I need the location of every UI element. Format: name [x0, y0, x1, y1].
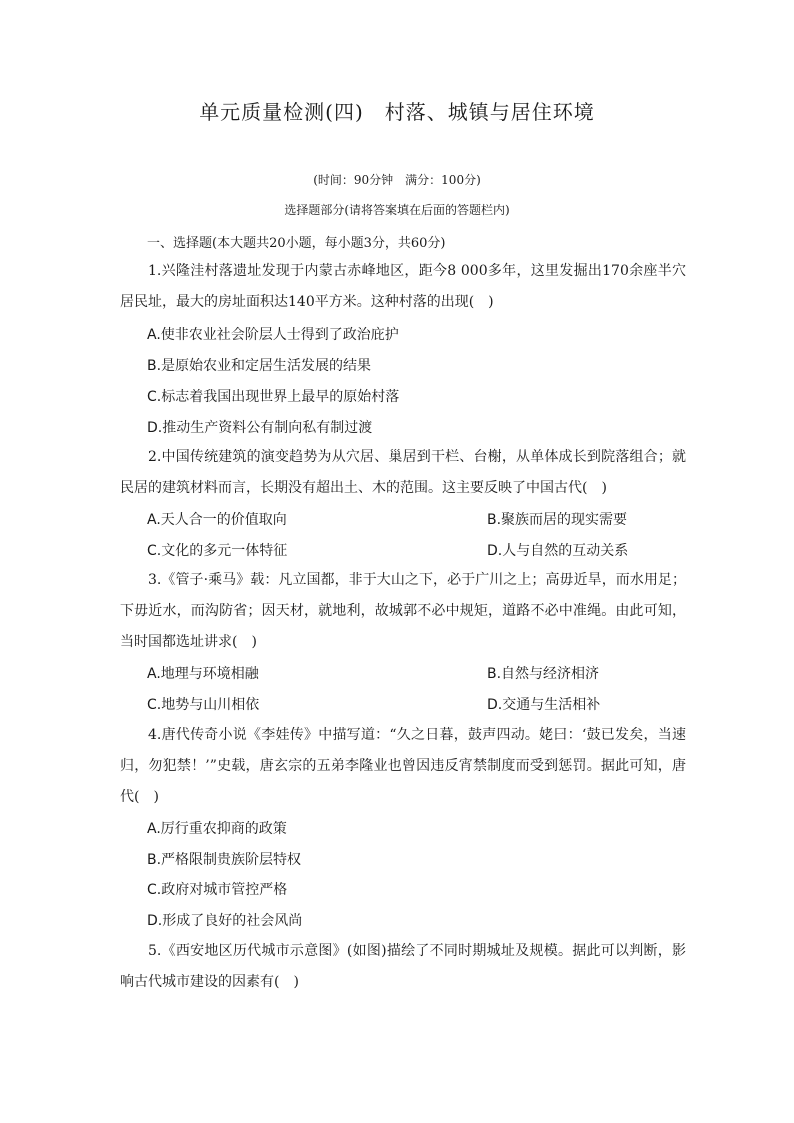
question-4-option-c: C.政府对城市管控严格 — [147, 882, 288, 898]
question-3-option-b: B.自然与经济相济 — [487, 666, 600, 682]
question-3-option-d: D.交通与生活相补 — [487, 697, 601, 713]
question-stem: 3.《管子·乘马》载：凡立国都，非于大山之下，必于广川之上；高毋近旱，而水用足；下毋近水，而沟防省；因天材，就地利，故城郭不必中规矩，道路不必中准绳。由此可知，当时国都选址讲求( ) — [120, 572, 686, 650]
question-1-option-b: B.是原始农业和定居生活发展的结果 — [147, 358, 372, 374]
question-1-option-d: D.推动生产资料公有制向私有制过渡 — [147, 420, 373, 436]
question-4-option-b: B.严格限制贵族阶层特权 — [147, 852, 302, 868]
question-2-option-c: C.文化的多元一体特征 — [147, 543, 288, 559]
question-4 — [120, 720, 686, 813]
question-2-option-b: B.聚族而居的现实需要 — [487, 512, 628, 528]
question-3-option-a: A.地理与环境相融 — [147, 666, 259, 682]
question-1-option-a: A.使非农业社会阶层人士得到了政治庇护 — [147, 327, 399, 343]
question-1 — [120, 256, 686, 318]
question-3-option-c: C.地势与山川相依 — [147, 697, 260, 713]
part-heading: 一、选择题(本大题共20小题，每小题3分，共60分) — [147, 236, 446, 251]
question-2-option-d: D.人与自然的互动关系 — [487, 543, 629, 559]
question-4-option-d: D.形成了良好的社会风尚 — [147, 913, 303, 929]
question-3 — [120, 565, 686, 658]
question-stem: 5.《西安地区历代城市示意图》(如图)描绘了不同时期城址及规模。据此可以判断，影响古代城市建设的因素有( ) — [120, 943, 686, 990]
section-heading: 选择题部分(请将答案填在后面的答题栏内) — [284, 203, 510, 217]
question-4-option-a: A.厉行重农抑商的政策 — [147, 821, 287, 837]
question-stem: 2.中国传统建筑的演变趋势为从穴居、巢居到干栏、台榭，从单体成长到院落组合；就民居的建筑材料而言，长期没有超出土、木的范围。这主要反映了中国古代( ) — [120, 449, 686, 496]
question-1-option-c: C.标志着我国出现世界上最早的原始村落 — [147, 389, 400, 405]
question-2 — [120, 442, 686, 504]
document-title: 单元质量检测(四) 村落、城镇与居住环境 — [199, 100, 595, 124]
exam-time-score: (时间：90分钟 满分：100分) — [313, 173, 481, 187]
question-5 — [120, 936, 686, 998]
question-stem: 4.唐代传奇小说《李娃传》中描写道：“久之日暮，鼓声四动。姥曰：‘鼓已发矣，当速归，勿犯禁！’”史载，唐玄宗的五弟李隆业也曾因违反宵禁制度而受到惩罚。据此可知，唐代( ) — [120, 727, 686, 805]
question-2-option-a: A.天人合一的价值取向 — [147, 512, 287, 528]
question-stem: 1.兴隆洼村落遗址发现于内蒙古赤峰地区，距今8 000多年，这里发掘出170余座半穴居民址，最大的房址面积达140平方米。这种村落的出现( ) — [120, 263, 686, 310]
